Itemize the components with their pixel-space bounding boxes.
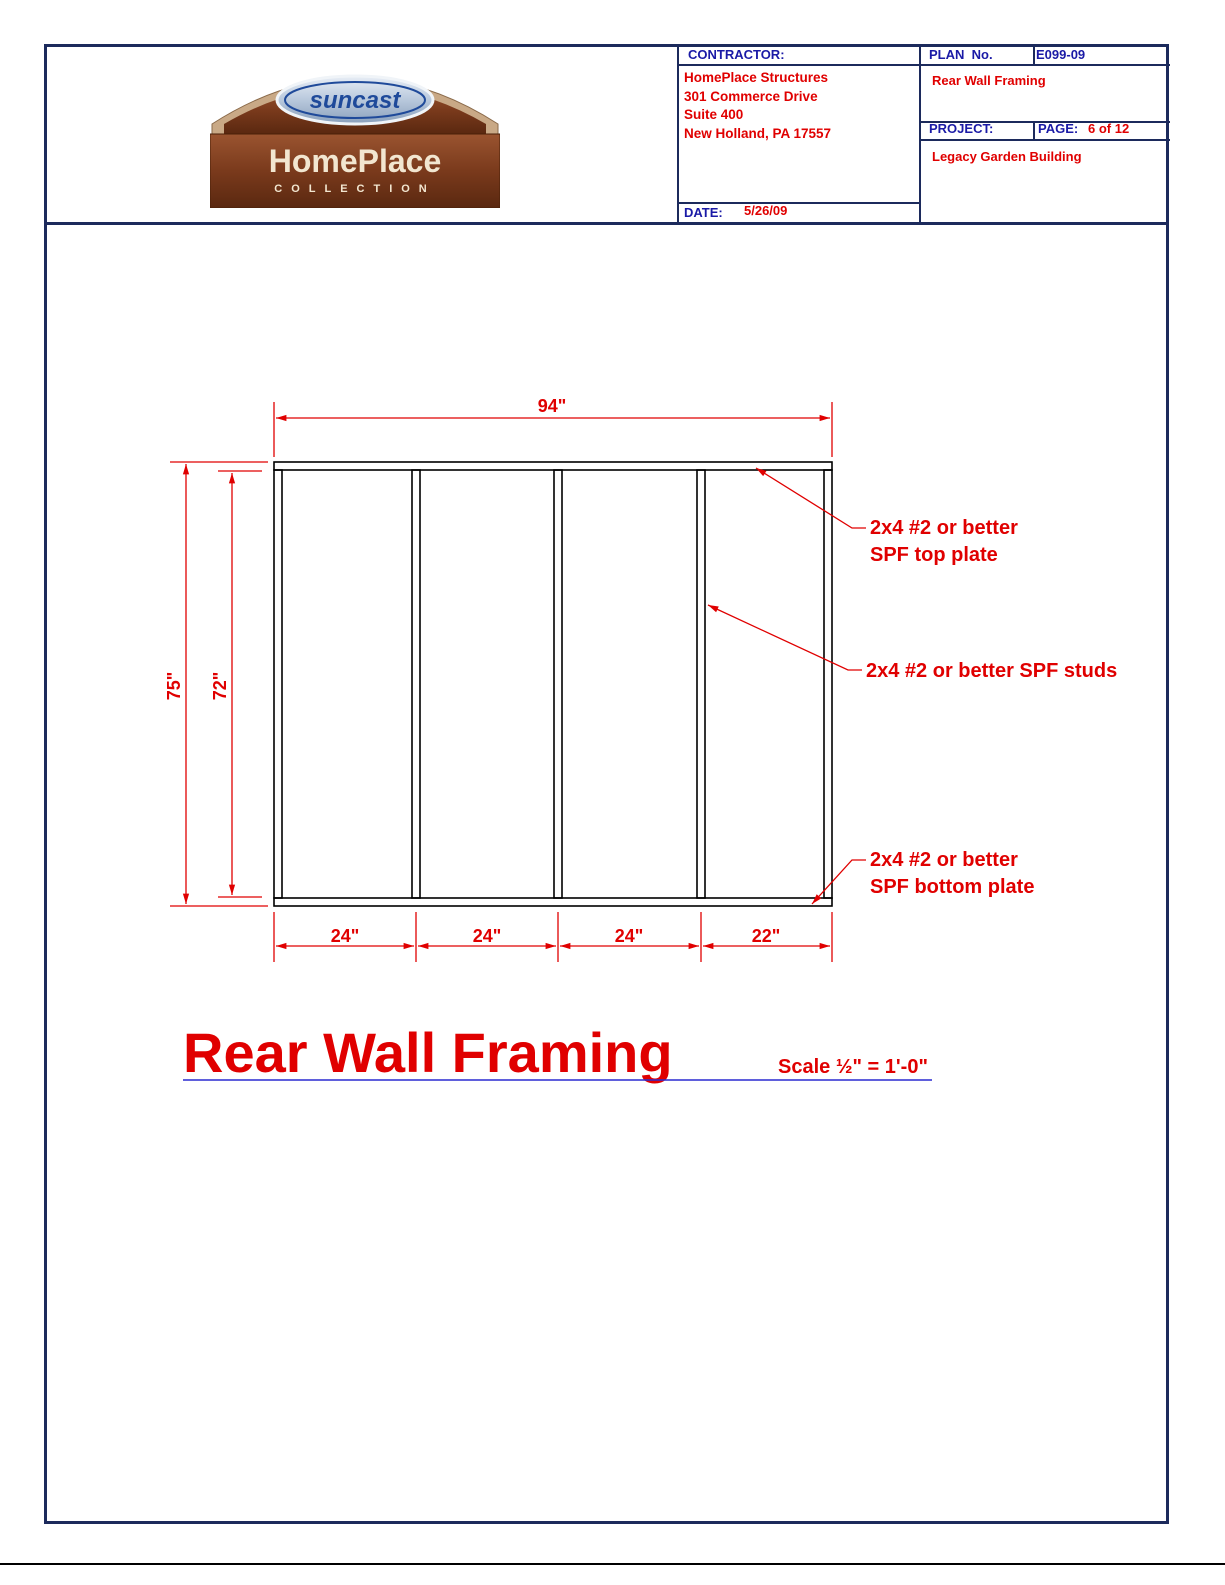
logo-subtitle-text: COLLECTION (274, 183, 436, 195)
logo-brand-text: suncast (309, 87, 401, 114)
page-label: PAGE: (1038, 121, 1079, 136)
plan-label: PLAN No. (929, 47, 993, 62)
project-value: Legacy Garden Building (932, 149, 1082, 164)
scale-note: Scale ½" = 1'-0" (778, 1056, 928, 1078)
contractor-line: 301 Commerce Drive (684, 88, 818, 104)
wall-frame (274, 462, 832, 906)
page-value: 6 of 12 (1088, 121, 1130, 136)
logo-name-text: HomePlace (268, 143, 442, 179)
callout-studs: 2x4 #2 or better SPF studs (866, 660, 1118, 682)
bottom-plate (274, 898, 832, 906)
dim-label-bay: 24" (330, 926, 360, 946)
contractor-line: HomePlace Structures (684, 70, 829, 85)
dim-label-bay: 24" (472, 926, 502, 946)
dim-label-75: 75" (164, 671, 184, 701)
plan-value: E099-09 (1036, 47, 1086, 62)
contractor-line: Suite 400 (684, 107, 744, 122)
stud (412, 470, 420, 898)
top-plate (274, 462, 832, 470)
date-value: 5/26/09 (744, 203, 788, 218)
dim-label-94: 94" (537, 396, 567, 416)
sheet-title: Rear Wall Framing (932, 73, 1046, 88)
leader-studs (708, 605, 862, 670)
stud (554, 470, 562, 898)
callout-bottom-plate-line2: SPF bottom plate (870, 876, 1035, 898)
leader-top-plate (756, 468, 866, 528)
dim-label-bay: 22" (751, 926, 781, 946)
stud (274, 470, 282, 898)
stud (824, 470, 832, 898)
dim-label-72: 72" (210, 671, 230, 701)
date-label: DATE: (684, 205, 723, 220)
stud (697, 470, 705, 898)
callout-top-plate-line2: SPF top plate (870, 544, 998, 566)
callout-top-plate-line1: 2x4 #2 or better (870, 517, 1018, 539)
drawing-title: Rear Wall Framing (183, 1021, 673, 1084)
callout-bottom-plate-line1: 2x4 #2 or better (870, 849, 1018, 871)
dim-label-bay: 24" (614, 926, 644, 946)
page-bottom-rule (0, 1563, 1225, 1565)
contractor-line: New Holland, PA 17557 (684, 125, 832, 141)
project-label: PROJECT: (929, 121, 994, 136)
contractor-label: CONTRACTOR: (688, 47, 785, 62)
